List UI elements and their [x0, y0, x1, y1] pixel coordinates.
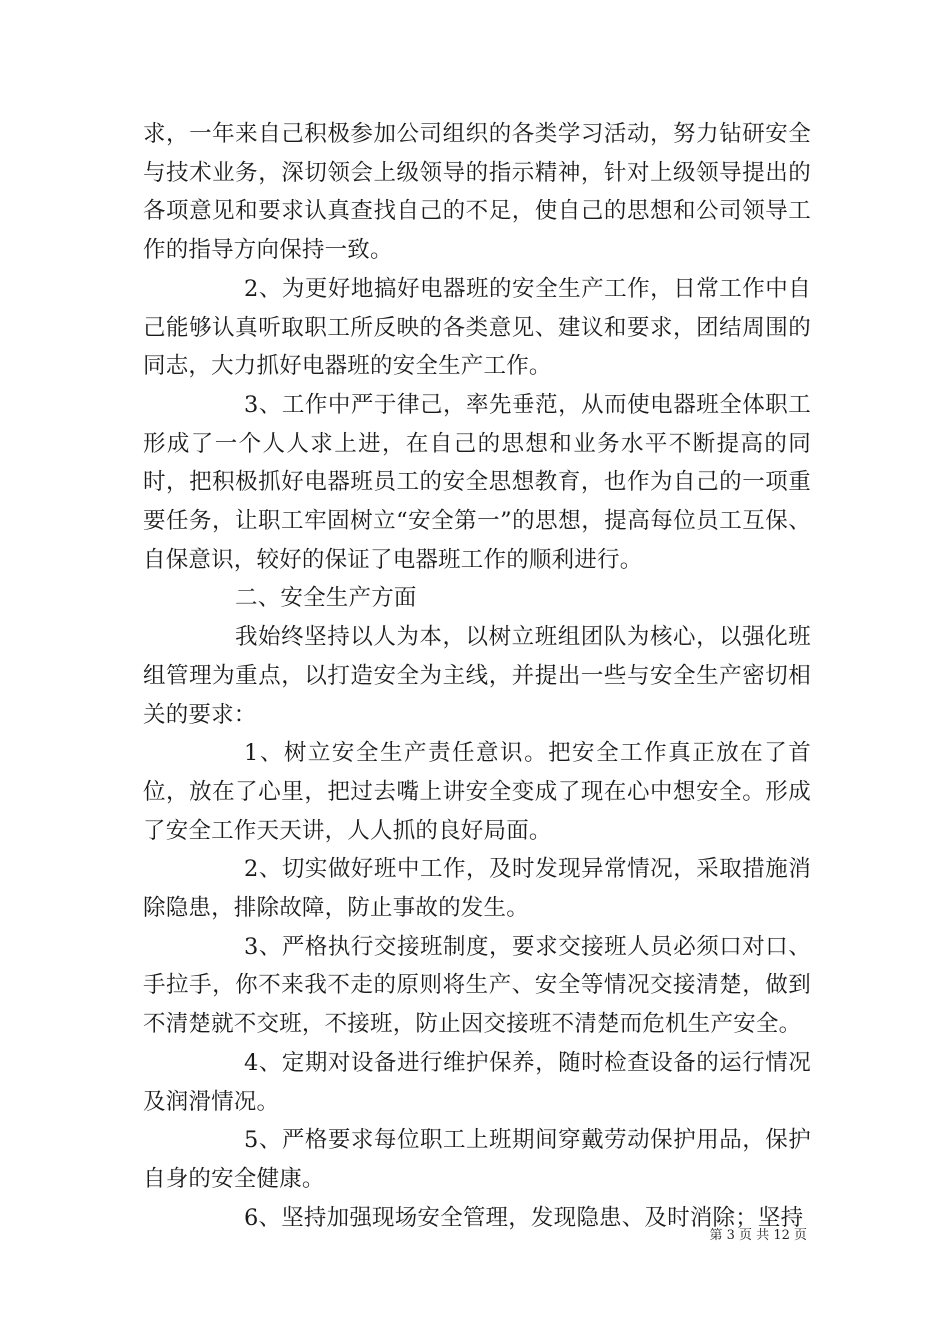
- paragraph-safety-item-6: 6、坚持加强现场安全管理，发现隐患、及时消除；坚持: [244, 1204, 804, 1231]
- paragraph-item-3: 3、工作中严于律己，率先垂范，从而使电器班全体职工形成了一个人人求上进，在自己的思想和业务水平不断提高的同时，把积极抓好电器班员工的安全思想教育，也作为自己的一项重要任务，让职工牢固树立“安全第一”的思想，提高每位员工互保、自保意识，较好的保证了电器班工作的顺利进行。: [143, 391, 811, 573]
- paragraph-item-2: 2、为更好地搞好电器班的安全生产工作，日常工作中自己能够认真听取职工所反映的各类意见、建议和要求，团结周围的同志，大力抓好电器班的安全生产工作。: [143, 275, 811, 380]
- paragraph-safety-item-2: 2、切实做好班中工作，及时发现异常情况，采取措施消除隐患，排除故障，防止事故的发生。: [143, 856, 811, 922]
- paragraph-safety-item-4: 4、定期对设备进行维护保养，随时检查设备的运行情况及润滑情况。: [143, 1049, 811, 1115]
- paragraph-safety-item-5: 5、严格要求每位职工上班期间穿戴劳动保护用品，保护自身的安全健康。: [143, 1127, 811, 1192]
- paragraph-intro: 我始终坚持以人为本，以树立班组团队为核心，以强化班组管理为重点，以打造安全为主线，并提出一些与安全生产密切相关的要求：: [143, 624, 811, 728]
- paragraph-continuation: 求，一年来自己积极参加公司组织的各类学习活动，努力钻研安全与技术业务，深切领会上级领导的指示精神，针对上级领导提出的各项意见和要求认真查找自己的不足，使自己的思想和公司领导工作的指导方向保持一致。: [143, 121, 811, 264]
- section-heading-safety-production: 二、安全生产方面: [235, 585, 417, 612]
- document-body: [143, 115, 811, 1237]
- paragraph-safety-item-3: 3、严格执行交接班制度，要求交接班人员必须口对口、手拉手，你不来我不走的原则将生产、安全等情况交接清楚，做到不清楚就不交班，不接班，防止因交接班不清楚而危机生产安全。: [143, 933, 811, 1038]
- page-number-footer: 第 3 页 共 12 页: [709, 1228, 807, 1243]
- paragraph-safety-item-1: 1、树立安全生产责任意识。把安全工作真正放在了首位，放在了心里，把过去嘴上讲安全变成了现在心中想安全。形成了安全工作天天讲，人人抓的良好局面。: [143, 740, 811, 844]
